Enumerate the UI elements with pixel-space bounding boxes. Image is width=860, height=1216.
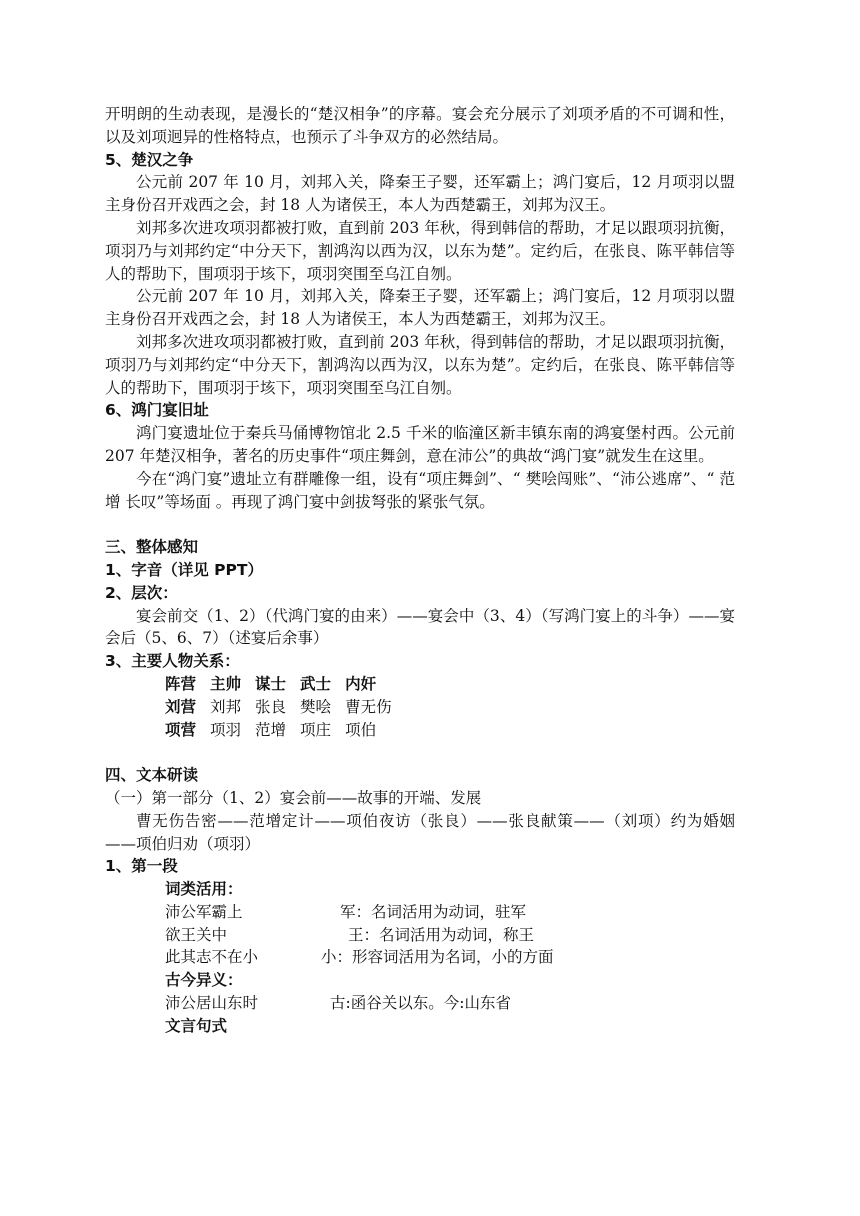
spacer bbox=[105, 741, 735, 764]
spacer bbox=[105, 513, 735, 536]
vocab-row bbox=[105, 924, 735, 947]
vocab-note: 王：名词活用为动词，称王 bbox=[348, 925, 535, 944]
paragraph-chu-han-1: 公元前 207 年 10 月，刘邦入关，降秦王子婴，还军霸上；鸿门宴后，12 月项羽以盟主身份召开戏西之会，封 18 人为诸侯王，本人为西楚霸王，刘邦为汉王。 bbox=[105, 173, 735, 215]
header-cell: 内奸 bbox=[345, 674, 377, 693]
vocab-row bbox=[105, 992, 735, 1015]
heading-word-class: 词类活用： bbox=[165, 880, 243, 899]
vocab-phrase: 沛公军霸上 bbox=[165, 902, 243, 921]
vocab-phrase: 沛公居山东时 bbox=[165, 994, 259, 1013]
heading-relations: 3、主要人物关系： bbox=[105, 652, 240, 671]
heading-chu-han: 5、楚汉之争 bbox=[105, 150, 194, 169]
heading-pronunciation: 1、字音（详见 PPT） bbox=[105, 560, 263, 579]
table-cell: 张良 bbox=[255, 697, 287, 716]
table-cell: 刘邦 bbox=[210, 697, 242, 716]
vocab-row bbox=[105, 946, 735, 969]
vocab-phrase: 欲王关中 bbox=[165, 925, 228, 944]
header-cell: 武士 bbox=[300, 674, 332, 693]
paragraph-chu-han-4: 刘邦多次进攻项羽都被打败，直到前 203 年秋，得到韩信的帮助，才足以跟项羽抗衡，项羽乃与刘邦约定“中分天下，割鸿沟以西为汉，以东为楚”。定约后，在张良、陈平韩信等人的帮助下，围项羽于垓下，项羽突围至乌江自刎。 bbox=[105, 332, 735, 397]
paragraph-site-1: 鸿门宴遗址位于秦兵马俑博物馆北 2.5 千米的临潼区新丰镇东南的鸿宴堡村西。公元前 207 年楚汉相争，著名的历史事件“项庄舞剑，意在沛公”的典故“鸿门宴”就发生在这里。 bbox=[105, 424, 735, 465]
header-cell: 主帅 bbox=[210, 674, 242, 693]
heading-ancient-modern: 古今异义： bbox=[165, 971, 243, 990]
paragraph-chu-han-2: 刘邦多次进攻项羽都被打败，直到前 203 年秋，得到韩信的帮助，才足以跟项羽抗衡，项羽乃与刘邦约定“中分天下，割鸿沟以西为汉，以东为楚”。定约后，在张良、陈平韩信等人的帮助下，围项羽于垓下，项羽突围至乌江自刎。 bbox=[105, 218, 735, 283]
vocab-note: 小：形容词活用为名词，小的方面 bbox=[321, 948, 554, 967]
paragraph-structure: 宴会前交（1、2）（代鸿门宴的由来）——宴会中（3、4）（写鸿门宴上的斗争）——宴会后（5、6、7）（述宴后余事） bbox=[105, 606, 735, 648]
relations-row-liu bbox=[165, 696, 406, 719]
relations-table bbox=[165, 673, 406, 741]
paragraph-chu-han-3: 公元前 207 年 10 月，刘邦入关，降秦王子婴，还军霸上；鸿门宴后，12 月项羽以盟主身份召开戏西之会，封 18 人为诸侯王，本人为西楚霸王，刘邦为汉王。 bbox=[105, 287, 735, 329]
paragraph-site-2: 今在“鸿门宴”遗址立有群雕像一组，设有“项庄舞剑”、“ 樊哙闯账”、“沛公逃席”、“ 范 增 长叹”等场面 。再现了鸿门宴中剑拔弩张的紧张气氛。 bbox=[105, 469, 735, 511]
relations-header-row bbox=[165, 673, 406, 696]
table-cell: 项羽 bbox=[210, 720, 242, 739]
heading-overall: 三、整体感知 bbox=[105, 538, 199, 557]
heading-part-one: （一）第一部分（1、2）宴会前——故事的开端、发展 bbox=[105, 788, 482, 807]
relations-row-xiang bbox=[165, 719, 406, 742]
paragraph-intro: 开明朗的生动表现，是漫长的“楚汉相争”的序幕。宴会充分展示了刘项矛盾的不可调和性，以及刘项迥异的性格特点，也预示了斗争双方的必然结局。 bbox=[105, 105, 735, 146]
table-cell: 范增 bbox=[255, 720, 287, 739]
table-cell: 曹无伤 bbox=[345, 697, 392, 716]
header-cell: 阵营 bbox=[165, 674, 197, 693]
table-cell: 樊哙 bbox=[300, 697, 332, 716]
document-body bbox=[105, 103, 735, 1038]
table-cell: 项伯 bbox=[345, 720, 377, 739]
heading-sentence-patterns: 文言句式 bbox=[165, 1016, 228, 1035]
heading-text-study: 四、文本研读 bbox=[105, 766, 199, 785]
table-cell: 项庄 bbox=[300, 720, 332, 739]
header-cell: 谋士 bbox=[255, 674, 287, 693]
heading-hongmen-site: 6、鸿门宴旧址 bbox=[105, 401, 209, 420]
camp-cell: 刘营 bbox=[165, 697, 197, 716]
vocab-note: 军：名词活用为动词，驻军 bbox=[340, 902, 527, 921]
camp-cell: 项营 bbox=[165, 720, 197, 739]
heading-first-paragraph: 1、第一段 bbox=[105, 857, 178, 876]
vocab-row bbox=[105, 901, 735, 924]
heading-structure: 2、层次： bbox=[105, 583, 178, 602]
vocab-note: 古:函谷关以东。今:山东省 bbox=[330, 994, 511, 1013]
paragraph-part-one: 曹无伤告密——范增定计——项伯夜访（张良）——张良献策——（刘项）约为婚姻——项伯归劝（项羽） bbox=[105, 811, 735, 853]
vocab-phrase: 此其志不在小 bbox=[165, 948, 259, 967]
